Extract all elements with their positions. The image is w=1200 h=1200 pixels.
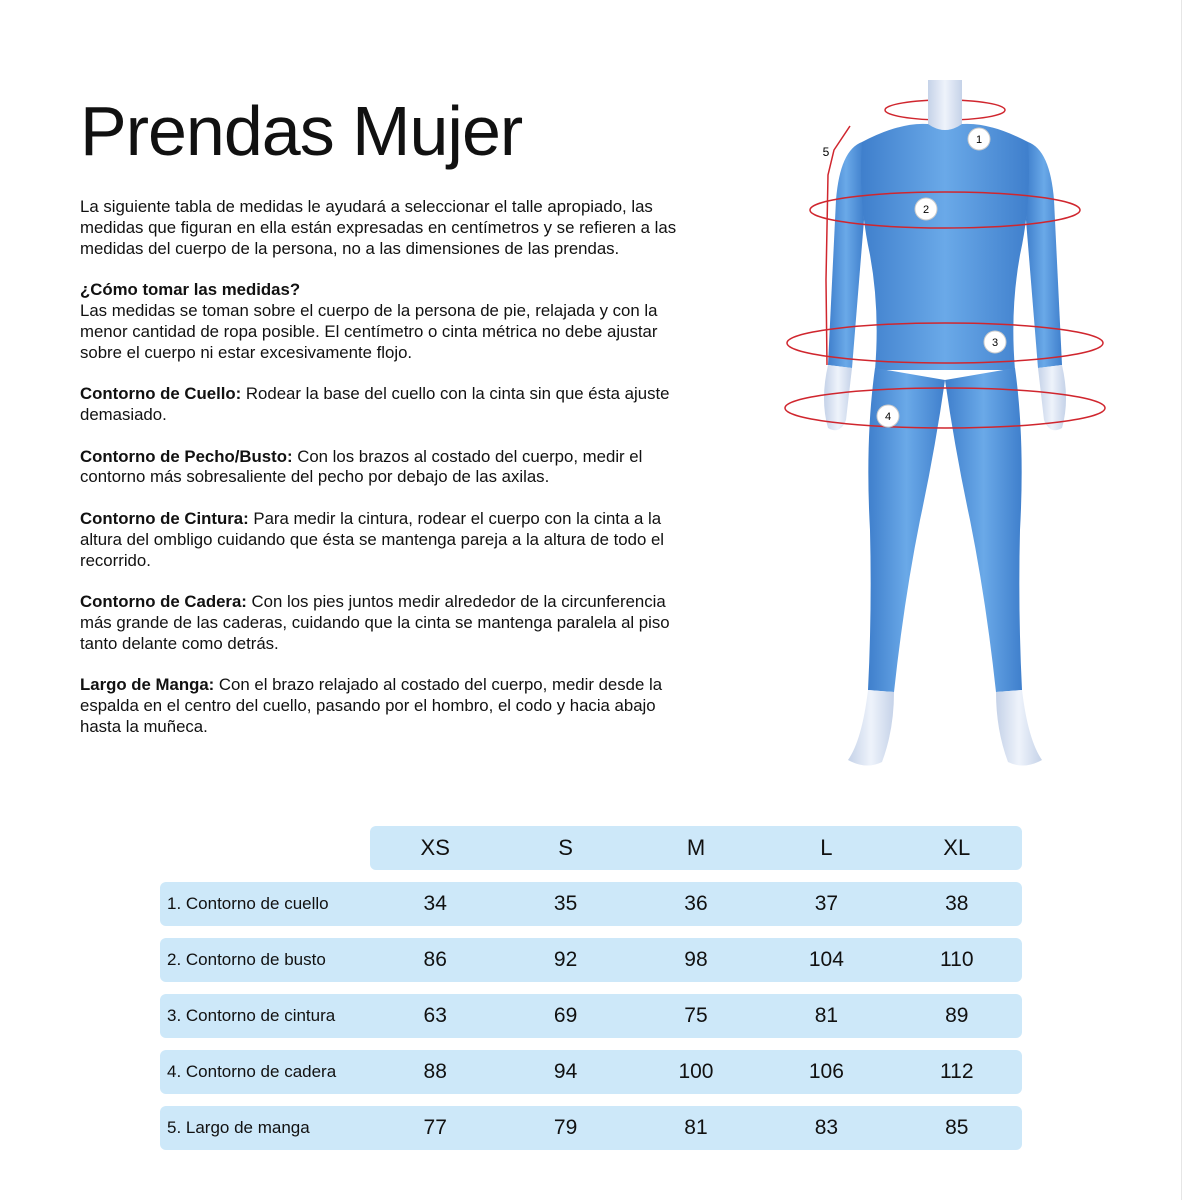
size-header-l: L <box>820 835 833 860</box>
marker-1-label: 1 <box>975 134 983 146</box>
table-cell: 100 <box>678 1060 714 1083</box>
instruction-hip <box>80 592 700 654</box>
howto-paragraph <box>80 280 700 363</box>
instruction-text: Con los brazos al costado del cuerpo, medir el contorno más sobresaliente del pecho por debajo de las axilas. <box>80 446 643 487</box>
torso <box>861 124 1029 370</box>
instruction-label: Contorno de Pecho/Busto: <box>80 446 293 466</box>
instruction-waist <box>80 509 700 571</box>
table-cell: 36 <box>684 892 708 915</box>
left-arm <box>828 142 864 368</box>
right-hand <box>1038 365 1066 430</box>
table-cell: 35 <box>553 892 578 915</box>
table-row <box>160 994 1022 1038</box>
size-header-row <box>370 826 1022 870</box>
table-cell: 34 <box>423 892 447 915</box>
instruction-label: Contorno de Cuello: <box>80 384 242 404</box>
howto-text: Las medidas se toman sobre el cuerpo de la persona de pie, relajada y con la menor cantidad de ropa posible. El centímetro o cinta métrica no debe ajustar sobre el cuerpo ni estar excesivamente flojo. <box>80 300 658 362</box>
row-label: 3. Contorno de cintura <box>167 1006 336 1025</box>
size-header-xs: XS <box>420 835 450 860</box>
table-cell: 89 <box>945 1004 969 1027</box>
table-cell: 63 <box>423 1004 447 1027</box>
marker-4 <box>877 405 899 427</box>
marker-2-label: 2 <box>922 204 930 216</box>
instruction-neck <box>80 384 700 426</box>
row-label: 1. Contorno de cuello <box>167 894 329 913</box>
marker-4-label: 4 <box>884 411 892 423</box>
row-label: 2. Contorno de busto <box>167 950 326 969</box>
instruction-text: Con los pies juntos medir alrededor de la circunferencia más grande de las caderas, cuidando que la cinta se mantenga paralela al piso tanto delante como detrás. <box>80 592 670 653</box>
marker-3-label: 3 <box>991 337 999 349</box>
table-cell: 38 <box>945 892 969 915</box>
size-header-xl: XL <box>943 835 971 860</box>
instruction-sleeve <box>80 675 700 737</box>
table-cell: 85 <box>945 1116 969 1139</box>
table-cell: 69 <box>553 1004 578 1027</box>
table-cell: 106 <box>808 1060 844 1083</box>
marker-1 <box>968 128 990 150</box>
left-hand <box>824 365 852 430</box>
instruction-bust <box>80 447 700 489</box>
measurement-figure <box>770 80 1120 780</box>
table-cell: 92 <box>553 948 578 971</box>
table-cell: 81 <box>684 1116 708 1139</box>
table-cell: 83 <box>814 1116 839 1139</box>
instruction-label: Contorno de Cintura: <box>80 508 249 528</box>
table-cell: 75 <box>684 1004 708 1027</box>
right-foot <box>996 690 1042 766</box>
table-row <box>160 882 1022 926</box>
table-cell: 81 <box>814 1004 839 1027</box>
size-header-s: S <box>558 835 573 860</box>
page-title: Prendas Mujer <box>80 92 523 170</box>
mannequin-illustration <box>770 80 1120 780</box>
table-row <box>160 1106 1022 1150</box>
size-header-m: M <box>686 835 706 860</box>
table-row <box>160 938 1022 982</box>
table-cell: 79 <box>553 1116 578 1139</box>
table-row <box>160 1050 1022 1094</box>
table-cell: 94 <box>553 1060 578 1083</box>
table-cell: 104 <box>808 948 844 971</box>
marker-3 <box>984 331 1006 353</box>
right-leg <box>945 368 1022 692</box>
row-label: 5. Largo de manga <box>167 1118 310 1137</box>
instruction-text: Para medir la cintura, rodear el cuerpo con la cinta a la altura del ombligo cuidando que ésta se mantenga pareja a la altura de todo el recorrido. <box>80 508 665 570</box>
instruction-text: Con el brazo relajado al costado del cuerpo, medir desde la espalda en el centro del cuello, pasando por el hombro, el codo y hacia abajo hasta la muñeca. <box>80 675 663 736</box>
mannequin-neck <box>928 80 962 130</box>
table-cell: 37 <box>814 892 839 915</box>
row-label: 4. Contorno de cadera <box>167 1062 337 1081</box>
howto-heading: ¿Cómo tomar las medidas? <box>80 280 301 300</box>
instruction-text: Rodear la base del cuello con la cinta sin que ésta ajuste demasiado. <box>80 384 670 424</box>
intro-paragraph: La siguiente tabla de medidas le ayudará a seleccionar el talle apropiado, las medidas que figuran en ella están expresadas en centímetros y se refieren a las medidas del cuerpo de la persona, no a las dimensiones de las prendas. <box>80 197 677 258</box>
table-cell: 110 <box>940 948 974 971</box>
table-cell: 112 <box>940 1060 974 1083</box>
marker-2 <box>915 198 937 220</box>
instruction-label: Largo de Manga: <box>80 675 215 695</box>
marker-5-label: 5 <box>822 145 830 159</box>
right-arm <box>1026 142 1062 368</box>
instructions-text <box>80 197 700 759</box>
table-cell: 86 <box>423 948 447 971</box>
table-cell: 77 <box>423 1116 447 1139</box>
instruction-label: Contorno de Cadera: <box>80 592 247 612</box>
table-cell: 88 <box>423 1060 447 1083</box>
table-cell: 98 <box>684 948 708 971</box>
left-foot <box>848 690 894 766</box>
